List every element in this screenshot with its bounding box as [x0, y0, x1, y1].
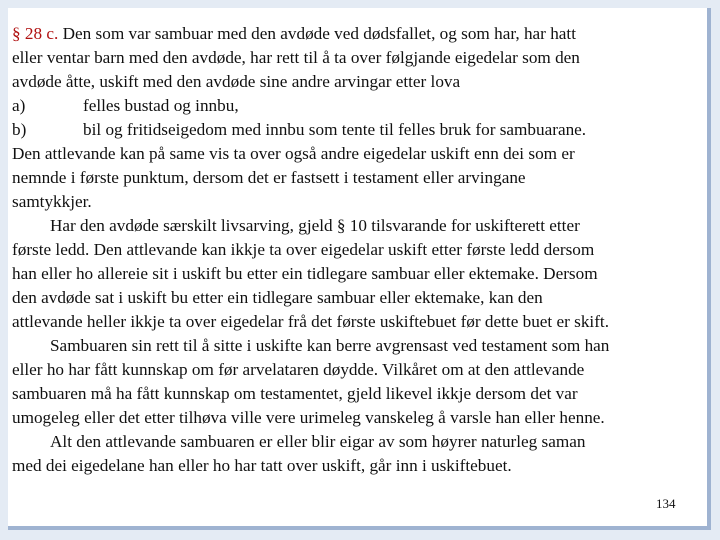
list-item-text: bil og fritidseigedom med innbu som tente til felles bruk for sambuarane. — [83, 120, 587, 139]
paragraph-2-line: attlevande heller ikkje ta over eigedelar frå det første uskiftebuet før dette buet er skift. — [12, 312, 610, 331]
first-paragraph-line — [12, 22, 707, 46]
paragraph-2-line: den avdøde sat i uskift bu etter ein tidlegare sambuar eller ektemake, kan den — [12, 288, 543, 307]
list-item-a — [12, 94, 707, 118]
paragraph-4-line-text: Alt den attlevande sambuaren er eller blir eigar av som høyrer naturleg saman — [50, 432, 586, 451]
page-number: 134 — [656, 496, 676, 511]
paragraph-3-line: umogeleg eller det etter tilhøva ville vere urimeleg vanskeleg å varsle han eller henne. — [12, 408, 605, 427]
paragraph-3-line: eller ho har fått kunnskap om før arvelataren døydde. Vilkåret om at den attlevande — [12, 360, 585, 379]
list-item-label: a) — [12, 96, 26, 115]
paragraph-2-line: første ledd. Den attlevande kan ikkje ta over eigedelar uskift etter første ledd dersom — [12, 240, 595, 259]
paragraph-2-line-text: Har den avdøde særskilt livsarving, gjeld § 10 tilsvarande for uskifterett etter — [50, 216, 580, 235]
paragraph-2-line: han eller ho allereie sit i uskift bu etter ein tidlegare sambuar eller ektemake. Dersom — [12, 264, 598, 283]
list-item-label: b) — [12, 120, 27, 139]
continuation-line: Den attlevande kan på same vis ta over også andre eigedelar uskift enn dei som er — [12, 144, 575, 163]
first-paragraph-line: eller ventar barn med den avdøde, har rett til å ta over følgjande eigedelar som den — [12, 48, 580, 67]
paragraph-3-line: sambuaren må ha fått kunnskap om testamentet, gjeld likevel ikkje dersom det var — [12, 384, 578, 403]
continuation-line: nemnde i første punktum, dersom det er fastsett i testament eller arvingane — [12, 168, 526, 187]
section-reference: § 28 c. — [12, 24, 59, 43]
list-item-b — [12, 118, 707, 142]
paragraph-4-line — [12, 430, 707, 454]
paragraph-2-line — [12, 214, 707, 238]
document-body — [12, 22, 707, 478]
list-item-text: felles bustad og innbu, — [83, 96, 239, 115]
paragraph-3-line-text: Sambuaren sin rett til å sitte i uskifte kan berre avgrensast ved testament som han — [50, 336, 610, 355]
paragraph-4-line: med dei eigedelane han eller ho har tatt over uskift, går inn i uskiftebuet. — [12, 456, 512, 475]
first-paragraph-line-text: Den som var sambuar med den avdøde ved dødsfallet, og som har, har hatt — [58, 24, 576, 43]
paragraph-3-line — [12, 334, 707, 358]
continuation-line: samtykkjer. — [12, 192, 92, 211]
first-paragraph-line: avdøde åtte, uskift med den avdøde sine andre arvingar etter lova — [12, 72, 461, 91]
